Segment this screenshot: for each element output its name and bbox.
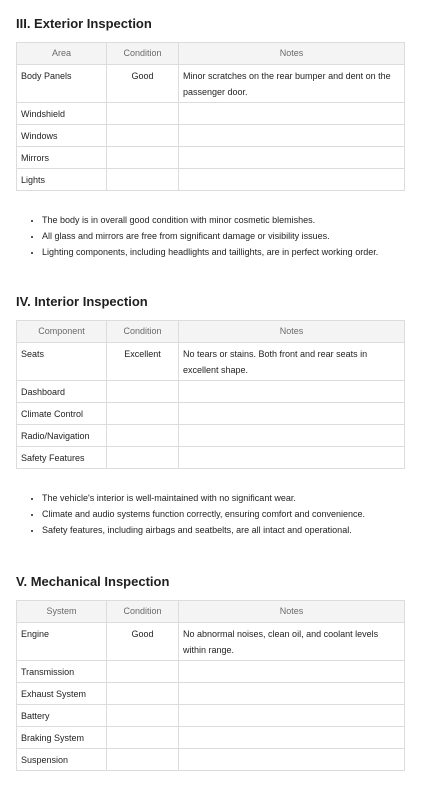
table-row bbox=[17, 727, 405, 749]
row-notes bbox=[179, 381, 405, 403]
table-row bbox=[17, 425, 405, 447]
table-row bbox=[17, 661, 405, 683]
table-row bbox=[17, 749, 405, 771]
row-name: Safety Features bbox=[17, 447, 107, 469]
row-name: Battery bbox=[17, 705, 107, 727]
section-title: V. Mechanical Inspection bbox=[16, 574, 170, 589]
row-name: Lights bbox=[17, 169, 107, 191]
table-row bbox=[17, 343, 405, 381]
row-condition bbox=[107, 749, 179, 771]
row-notes bbox=[179, 727, 405, 749]
section-title: IV. Interior Inspection bbox=[16, 294, 148, 309]
row-condition bbox=[107, 447, 179, 469]
row-condition bbox=[107, 705, 179, 727]
row-condition bbox=[107, 403, 179, 425]
row-condition: Excellent bbox=[107, 343, 179, 381]
row-condition: Good bbox=[107, 65, 179, 103]
table-row bbox=[17, 447, 405, 469]
row-name: Exhaust System bbox=[17, 683, 107, 705]
row-name: Windows bbox=[17, 125, 107, 147]
row-name: Mirrors bbox=[17, 147, 107, 169]
list-item: • The vehicle's interior is well-maintained with no significant wear. bbox=[42, 490, 411, 506]
row-condition bbox=[107, 727, 179, 749]
row-name: Seats bbox=[17, 343, 107, 381]
row-name: Climate Control bbox=[17, 403, 107, 425]
row-name: Body Panels bbox=[17, 65, 107, 103]
table-header-row bbox=[17, 601, 405, 623]
row-notes: No tears or stains. Both front and rear seats in excellent shape. bbox=[179, 343, 405, 381]
row-condition bbox=[107, 147, 179, 169]
row-condition bbox=[107, 381, 179, 403]
column-header-notes: Notes bbox=[179, 601, 405, 623]
row-notes bbox=[179, 683, 405, 705]
table-row bbox=[17, 403, 405, 425]
row-notes: Minor scratches on the rear bumper and dent on the passenger door. bbox=[179, 65, 405, 103]
row-condition bbox=[107, 169, 179, 191]
row-name: Windshield bbox=[17, 103, 107, 125]
mechanical-table bbox=[16, 600, 405, 771]
row-name: Engine bbox=[17, 623, 107, 661]
column-header-notes: Notes bbox=[179, 43, 405, 65]
table-row bbox=[17, 705, 405, 727]
row-notes bbox=[179, 403, 405, 425]
section-mechanical bbox=[16, 538, 411, 771]
row-notes bbox=[179, 147, 405, 169]
table-row bbox=[17, 147, 405, 169]
row-notes bbox=[179, 447, 405, 469]
section-interior bbox=[16, 260, 411, 538]
row-name: Suspension bbox=[17, 749, 107, 771]
row-name: Transmission bbox=[17, 661, 107, 683]
section-title: III. Exterior Inspection bbox=[16, 16, 152, 31]
column-header-condition: Condition bbox=[107, 43, 179, 65]
table-row bbox=[17, 65, 405, 103]
row-notes bbox=[179, 425, 405, 447]
table-row bbox=[17, 125, 405, 147]
table-header-row bbox=[17, 321, 405, 343]
list-item: • All glass and mirrors are free from significant damage or visibility issues. bbox=[42, 228, 411, 244]
column-header-component: Component bbox=[17, 321, 107, 343]
table-row bbox=[17, 683, 405, 705]
row-name: Radio/Navigation bbox=[17, 425, 107, 447]
interior-table bbox=[16, 320, 405, 469]
row-condition: Good bbox=[107, 623, 179, 661]
exterior-table bbox=[16, 42, 405, 191]
row-notes bbox=[179, 661, 405, 683]
exterior-summary-list bbox=[16, 212, 411, 260]
row-condition bbox=[107, 661, 179, 683]
list-item: • Climate and audio systems function correctly, ensuring comfort and convenience. bbox=[42, 506, 411, 522]
column-header-area: Area bbox=[17, 43, 107, 65]
list-item: • Lighting components, including headlights and taillights, are in perfect working order. bbox=[42, 244, 411, 260]
row-notes bbox=[179, 103, 405, 125]
table-row bbox=[17, 381, 405, 403]
row-notes bbox=[179, 125, 405, 147]
table-row bbox=[17, 623, 405, 661]
row-name: Braking System bbox=[17, 727, 107, 749]
row-notes bbox=[179, 749, 405, 771]
table-header-row bbox=[17, 43, 405, 65]
interior-summary-list bbox=[16, 490, 411, 538]
row-condition bbox=[107, 683, 179, 705]
section-exterior bbox=[16, 0, 411, 260]
column-header-system: System bbox=[17, 601, 107, 623]
row-notes bbox=[179, 705, 405, 727]
table-row bbox=[17, 103, 405, 125]
row-condition bbox=[107, 125, 179, 147]
column-header-condition: Condition bbox=[107, 321, 179, 343]
row-notes: No abnormal noises, clean oil, and coolant levels within range. bbox=[179, 623, 405, 661]
row-condition bbox=[107, 425, 179, 447]
column-header-notes: Notes bbox=[179, 321, 405, 343]
table-row bbox=[17, 169, 405, 191]
column-header-condition: Condition bbox=[107, 601, 179, 623]
row-notes bbox=[179, 169, 405, 191]
row-name: Dashboard bbox=[17, 381, 107, 403]
row-condition bbox=[107, 103, 179, 125]
list-item: • Safety features, including airbags and seatbelts, are all intact and operational. bbox=[42, 522, 411, 538]
list-item: • The body is in overall good condition with minor cosmetic blemishes. bbox=[42, 212, 411, 228]
